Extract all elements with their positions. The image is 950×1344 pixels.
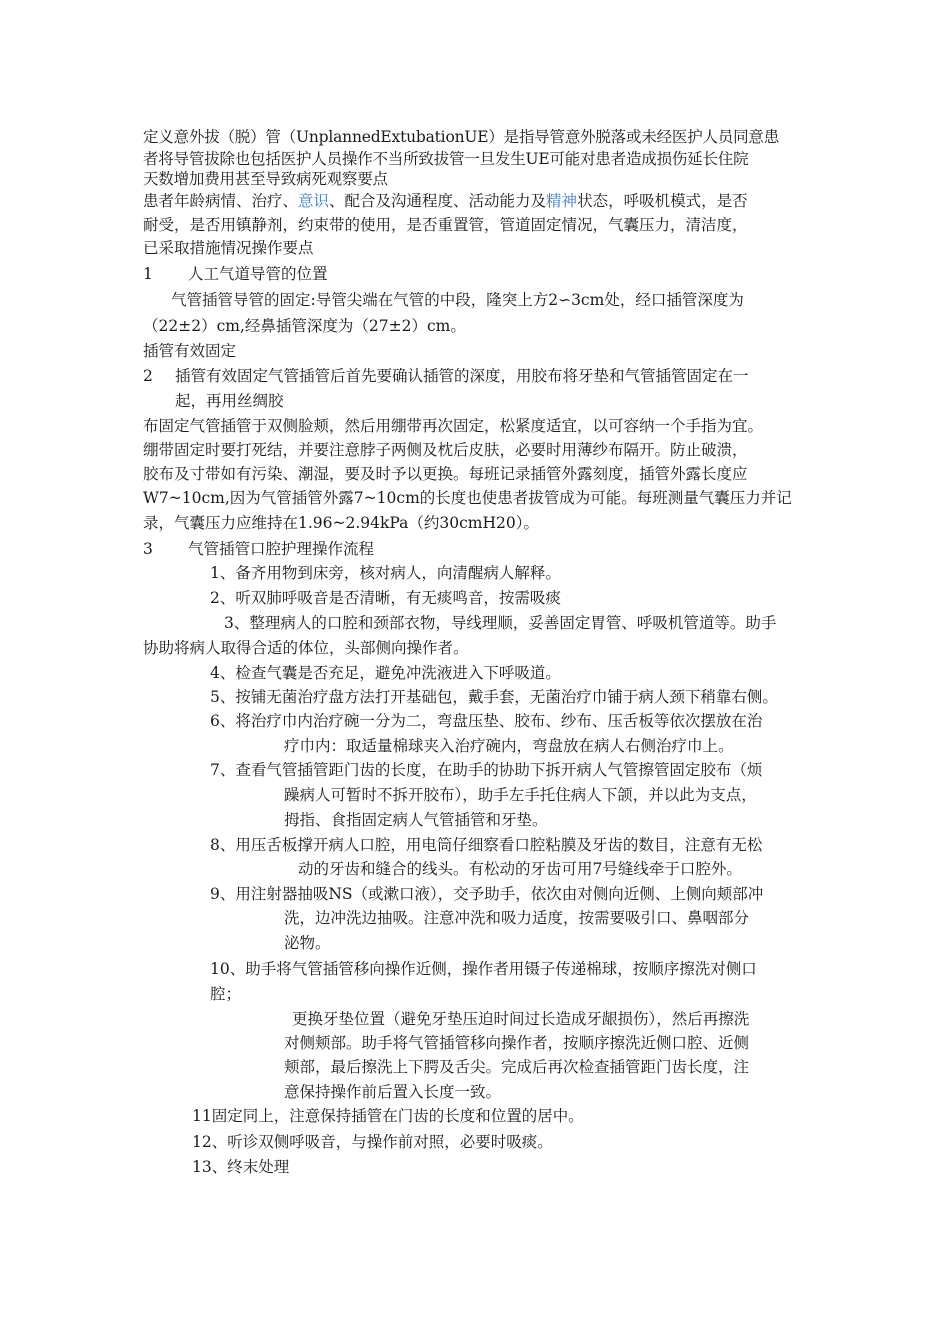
step-line: 8、用压舌板撑开病人口腔，用电筒仔细察看口腔粘膜及牙齿的数目，注意有无松 [210, 836, 763, 854]
step-line: 12、听诊双侧呼吸音，与操作前对照，必要时吸痰。 [192, 1133, 553, 1151]
intro-line: 天数增加费用甚至导致病死观察要点 [143, 170, 388, 188]
step-line: 疗巾内：取适量棉球夹入治疗碗内，弯盘放在病人右侧治疗巾上。 [284, 737, 734, 755]
step-line: 拇指、食指固定病人气管插管和牙垫。 [284, 811, 548, 829]
body-line: 录，气囊压力应维持在1.96~2.94kPa（约30cmH20）。 [143, 514, 539, 532]
step-line: 7、查看气管插管距门齿的长度，在助手的协助下拆开病人气管擦管固定胶布（烦 [210, 761, 763, 779]
step-line: 颊部，最后擦洗上下腭及舌尖。完成后再次检查插管距门齿长度，注 [284, 1058, 750, 1076]
step-line: 9、用注射器抽吸NS（或漱口液），交予助手，依次由对侧向近侧、上侧向颊部冲 [210, 885, 764, 903]
keyword-link[interactable]: 精神 [546, 192, 578, 210]
step-line: 4、检查气囊是否充足，避免冲洗液进入下呼吸道。 [210, 664, 561, 682]
step-line: 洗，边冲洗边抽吸。注意冲洗和吸力适度，按需要吸引口、鼻咽部分 [284, 909, 750, 927]
body-line: 绷带固定时要打死结，并要注意脖子两侧及枕后皮肤，必要时用薄纱布隔开。防止破溃， [143, 441, 748, 459]
body-line: W7~10cm,因为气管插管外露7~10cm的长度也使患者拔管成为可能。每班测量气囊压力并记 [143, 489, 792, 507]
step-line: 2、听双肺呼吸音是否清晰，有无痰鸣音，按需吸痰 [210, 589, 561, 607]
observation-line: 已采取措施情况操作要点 [143, 239, 314, 257]
body-line: （22±2）cm,经鼻插管深度为（27±2）cm。 [143, 317, 466, 335]
step-line: 11固定同上，注意保持插管在门齿的长度和位置的居中。 [192, 1107, 584, 1125]
step-line: 泌物。 [284, 934, 331, 952]
body-line: 布固定气管插管于双侧脸颊，然后用绷带再次固定，松紧度适宜，以可容纳一个手指为宜。 [143, 417, 764, 435]
body-line: 气管插管导管的固定:导管尖端在气管的中段，隆突上方2∽3cm处，经口插管深度为 [171, 291, 744, 309]
observation-line: 耐受，是否用镇静剂，约束带的使用，是否重置管，管道固定情况，气囊压力，清洁度， [143, 216, 748, 234]
section-number: 1 [143, 265, 153, 283]
section-title: 插管有效固定气管插管后首先要确认插管的深度，用胶布将牙垫和气管插管固定在一 [175, 367, 749, 385]
step-line: 对侧颊部。助手将气管插管移向操作者，按顺序擦洗近侧口腔、近侧 [284, 1034, 750, 1052]
step-line: 10、助手将气管插管移向操作近侧，操作者用镊子传递棉球，按顺序擦洗对侧口 [210, 960, 757, 978]
keyword-link[interactable]: 意识 [298, 192, 330, 210]
step-line: 1、备齐用物到床旁，核对病人，向清醒病人解释。 [210, 564, 561, 582]
step-line: 协助将病人取得合适的体位，头部侧向操作者。 [143, 639, 469, 657]
body-line: 胶布及寸带如有污染、潮湿，要及时予以更换。每班记录插管外露刻度，插管外露长度应 [143, 465, 748, 483]
intro-line: 定义意外拔（脱）管（UnplannedExtubationUE）是指导管意外脱落或未经医护人员同意患 [143, 128, 780, 146]
section-title: 起，再用丝绸胶 [175, 392, 284, 410]
step-line: 腔； [210, 985, 242, 1003]
section-title: 气管插管口腔护理操作流程 [188, 540, 375, 558]
observation-text: 患者年龄病情、治疗、 [143, 192, 299, 210]
step-line: 意保持操作前后置入长度一致。 [284, 1083, 502, 1101]
step-line: 躁病人可暂时不拆开胶布），助手左手托住病人下颌，并以此为支点， [284, 786, 757, 804]
subheading: 插管有效固定 [143, 342, 237, 360]
step-line: 13、终末处理 [192, 1158, 290, 1176]
observation-line [143, 194, 748, 210]
intro-line: 者将导管拔除也包括医护人员操作不当所致拔管一旦发生UE可能对患者造成损伤延长住院 [143, 150, 749, 168]
step-line: 更换牙垫位置（避免牙垫压迫时间过长造成牙龈损伤），然后再擦洗 [292, 1010, 750, 1028]
observation-text: 状态，呼吸机模式，是否 [577, 192, 748, 210]
step-line: 3、整理病人的口腔和颈部衣物，导线理顺，妥善固定胃管、呼吸机管道等。助手 [224, 614, 777, 632]
step-line: 动的牙齿和缝合的线头。有松动的牙齿可用7号缝线牵于口腔外。 [298, 860, 742, 878]
step-line: 6、将治疗巾内治疗碗一分为二，弯盘压垫、胶布、纱布、压舌板等依次摆放在治 [210, 712, 763, 730]
section-number: 2 [143, 367, 153, 385]
section-number: 3 [143, 540, 153, 558]
observation-text: 、配合及沟通程度、活动能力及 [329, 192, 547, 210]
step-line: 5、按铺无菌治疗盘方法打开基础包，戴手套，无菌治疗巾铺于病人颈下稍靠右侧。 [210, 688, 778, 706]
section-title: 人工气道导管的位置 [188, 265, 328, 283]
